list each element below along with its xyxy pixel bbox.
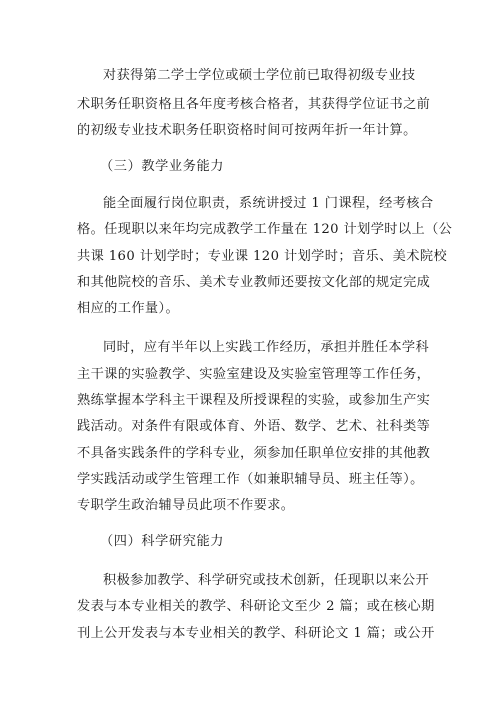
paragraph-3-line-2: 主干课的实验教学、实验室建设及实验室管理等工作任务， — [77, 367, 431, 382]
paragraph-2-line-4: 和其他院校的音乐、美术专业教师还要按文化部的规定完成 — [77, 275, 431, 290]
paragraph-2-line-5: 相应的工作量）。 — [77, 301, 180, 316]
paragraph-4-line-1: 积极参加教学、科学研究或技术创新，任现职以来公开 — [103, 573, 430, 588]
paragraph-1-line-3: 的初级专业技术职务任职资格时间可按两年折一年计算。 — [77, 123, 417, 138]
paragraph-2-line-3: 共课 160 计划学时；专业课 120 计划学时；音乐、美术院校 — [77, 249, 448, 264]
section-heading-teaching: （三）教学业务能力 — [100, 159, 225, 174]
paragraph-3-line-7: 专职学生政治辅导员此项不作要求。 — [77, 498, 295, 513]
paragraph-4-line-3: 刊上公开发表与本专业相关的教学、科研论文 1 篇；或公开 — [77, 626, 435, 641]
paragraph-4-line-2: 发表与本专业相关的教学、科研论文至少 2 篇；或在核心期 — [77, 599, 435, 614]
paragraph-2-line-1: 能全面履行岗位职责，系统讲授过 1 门课程，经考核合 — [103, 196, 434, 211]
paragraph-1-line-1: 对获得第二学士学位或硕士学位前已取得初级专业技 — [103, 68, 416, 83]
paragraph-2-line-2: 格。任现职以来年均完成教学工作量在 120 计划学时以上（公 — [77, 222, 453, 237]
paragraph-3-line-6: 学实践活动或学生管理工作（如兼职辅导员、班主任等）。 — [77, 472, 424, 487]
paragraph-3-line-4: 践活动。对条件有限或体育、外语、数学、艺术、社科类等 — [77, 419, 431, 434]
paragraph-3-line-3: 熟练掌握本学科主干课程及所授课程的实验，或参加生产实 — [77, 393, 431, 408]
section-heading-research: （四）科学研究能力 — [100, 534, 225, 549]
paragraph-3-line-1: 同时，应有半年以上实践工作经历，承担并胜任本学科 — [103, 340, 430, 355]
paragraph-3-line-5: 不具备实践条件的学科专业，须参加任职单位安排的其他教 — [77, 446, 431, 461]
paragraph-1-line-2: 术职务任职资格且各年度考核合格者，其获得学位证书之前 — [77, 97, 431, 112]
